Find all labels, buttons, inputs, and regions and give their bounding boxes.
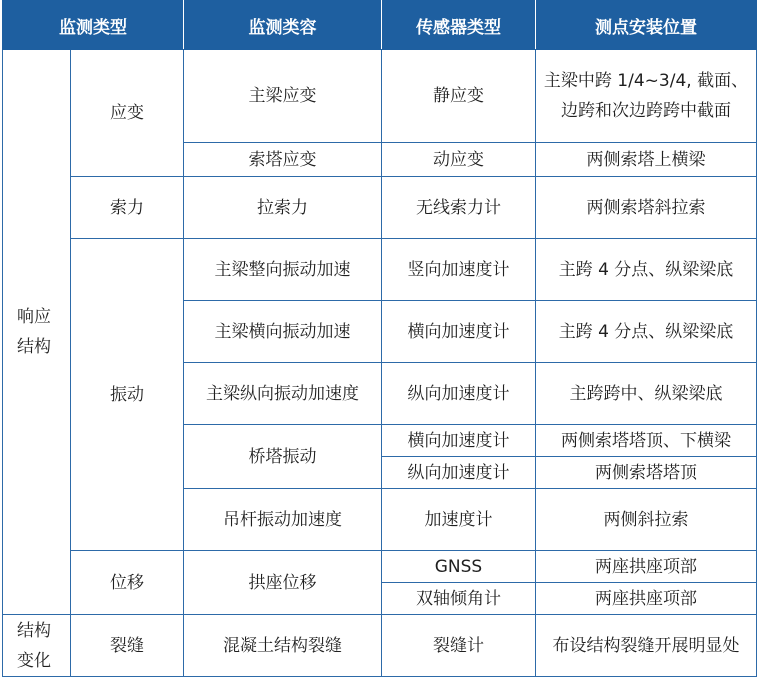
table-row xyxy=(3,551,757,583)
cell-sensor: 双轴倾角计 xyxy=(382,583,536,615)
table-row xyxy=(3,177,757,239)
group-label: 响应结构 xyxy=(17,307,51,357)
cell-content: 主梁整向振动加速 xyxy=(184,239,382,301)
cell-content: 主梁应变 xyxy=(184,50,382,143)
cell-sensor: 纵向加速度计 xyxy=(382,363,536,425)
cell-location: 两座拱座项部 xyxy=(536,583,757,615)
header-install-location: 测点安装位置 xyxy=(536,1,757,50)
cell-sensor: 动应变 xyxy=(382,143,536,177)
subgroup-crack: 裂缝 xyxy=(71,615,184,677)
subgroup-displacement: 位移 xyxy=(71,551,184,615)
cell-content: 桥塔振动 xyxy=(184,425,382,489)
cell-sensor: GNSS xyxy=(382,551,536,583)
table-row xyxy=(3,239,757,301)
subgroup-strain: 应变 xyxy=(71,50,184,177)
cell-content: 主梁横向振动加速 xyxy=(184,301,382,363)
monitoring-table xyxy=(2,0,757,677)
cell-sensor: 纵向加速度计 xyxy=(382,457,536,489)
subgroup-cable-force: 索力 xyxy=(71,177,184,239)
cell-location: 主跨跨中、纵梁梁底 xyxy=(536,363,757,425)
cell-sensor: 加速度计 xyxy=(382,489,536,551)
group-label: 结构变化 xyxy=(17,620,51,671)
cell-location: 两侧斜拉索 xyxy=(536,489,757,551)
cell-sensor: 横向加速度计 xyxy=(382,425,536,457)
group-response-structure xyxy=(3,50,71,615)
cell-sensor: 无线索力计 xyxy=(382,177,536,239)
cell-location: 主梁中跨 1/4~3/4, 截面、边跨和次边跨跨中截面 xyxy=(536,50,757,143)
cell-content: 吊杆振动加速度 xyxy=(184,489,382,551)
header-monitor-type: 监测类型 xyxy=(3,1,184,50)
cell-content: 混凝土结构裂缝 xyxy=(184,615,382,677)
table-row xyxy=(3,50,757,143)
cell-location: 两侧索塔塔顶、下横梁 xyxy=(536,425,757,457)
group-structural-change xyxy=(3,615,71,677)
cell-sensor: 横向加速度计 xyxy=(382,301,536,363)
cell-location: 主跨 4 分点、纵梁梁底 xyxy=(536,301,757,363)
cell-location: 两侧索塔斜拉索 xyxy=(536,177,757,239)
table-row xyxy=(3,615,757,677)
subgroup-vibration: 振动 xyxy=(71,239,184,551)
cell-location: 布设结构裂缝开展明显处 xyxy=(536,615,757,677)
cell-content: 拉索力 xyxy=(184,177,382,239)
header-sensor-type: 传感器类型 xyxy=(382,1,536,50)
cell-content: 索塔应变 xyxy=(184,143,382,177)
cell-location: 两侧索塔塔顶 xyxy=(536,457,757,489)
cell-location: 主跨 4 分点、纵梁梁底 xyxy=(536,239,757,301)
cell-sensor: 裂缝计 xyxy=(382,615,536,677)
header-monitor-content: 监测类容 xyxy=(184,1,382,50)
cell-location: 两侧索塔上横梁 xyxy=(536,143,757,177)
table-header-row xyxy=(3,1,757,50)
cell-location: 两座拱座项部 xyxy=(536,551,757,583)
cell-sensor: 静应变 xyxy=(382,50,536,143)
cell-sensor: 竖向加速度计 xyxy=(382,239,536,301)
cell-content: 主梁纵向振动加速度 xyxy=(184,363,382,425)
cell-content: 拱座位移 xyxy=(184,551,382,615)
